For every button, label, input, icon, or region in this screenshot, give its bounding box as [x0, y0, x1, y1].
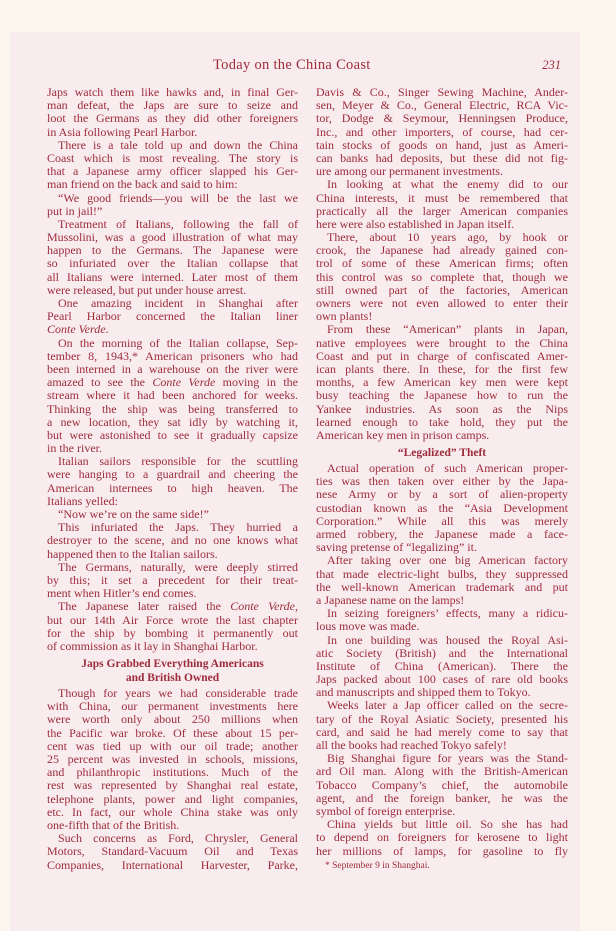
footnote: * September 9 in Shanghai.	[325, 861, 430, 871]
text-line: “We good friends—you will be the last we	[58, 190, 298, 205]
text-line: Coast and put in charge of confiscated Amer-	[316, 348, 568, 363]
text-segment: amazed to see the	[47, 375, 153, 390]
paragraph	[316, 178, 568, 231]
text-line: 25 percent was invested in schools, missions,	[47, 752, 298, 766]
paragraph	[47, 86, 298, 139]
text-line: On the morning of the Italian collapse, Sep-	[58, 335, 298, 350]
text-line: put in jail!”	[47, 203, 103, 218]
paragraph	[47, 832, 298, 872]
text-line: Japs packed about 100 cases of rare old books	[316, 672, 568, 687]
text-line: tain stocks of goods on hand, just as Ameri-	[316, 137, 568, 152]
text-line: and manuscripts and shipped them to Tokyo.	[316, 685, 531, 700]
paragraph	[47, 600, 298, 653]
text-line: ican plants there. In these, for the first few	[316, 361, 568, 376]
text-line: crook, the Japanese had already gained con-	[316, 243, 568, 258]
text-line: card, and said he had merely come to say that	[316, 724, 568, 739]
paragraph	[316, 699, 568, 752]
text-line: stream where it had been anchored for weeks.	[47, 388, 298, 403]
text-line: symbol of foreign enterprise.	[316, 803, 456, 818]
paragraph	[316, 554, 568, 607]
text-line: One amazing incident in Shanghai after	[58, 296, 298, 310]
text-line: to depend on foreigners for kerosene to light	[316, 830, 568, 845]
text-line: in Asia following Pearl Harbor.	[47, 124, 198, 139]
text-line: Big Shanghai figure for years was the Stand-	[327, 751, 568, 766]
text-line: In one building was housed the Royal Asi-	[327, 632, 568, 647]
text-line: the well-known American trademark and put	[316, 579, 568, 594]
paragraph	[316, 607, 568, 633]
text-line: Though for years we had considerable trade	[58, 686, 298, 701]
text-line: were hanging to a guardrail and cheering the	[47, 467, 298, 482]
text-line: destroyer to the scene, and no one knows what	[47, 533, 298, 548]
text-line: but were astonished to see it gradually capsize	[47, 427, 298, 442]
text-line: a new location, they sat idly by watching it,	[47, 414, 298, 429]
text-line: happened then to the Italian sailors.	[47, 546, 218, 561]
text-line: that a Japanese army officer slapped his Ger-	[47, 164, 298, 179]
text-line: rest was represented by Shanghai real estate,	[47, 778, 298, 793]
text-line	[47, 600, 298, 613]
text-line: happen to the Germans. The Japanese were	[47, 243, 298, 258]
text-line: for the ship by bombing it permanently out	[47, 625, 298, 640]
text-line: in the river.	[47, 441, 102, 456]
text-line: Italian sailors responsible for the scuttling	[58, 454, 298, 469]
text-line: saving pretense of “legalizing” it.	[316, 540, 477, 555]
heading-line: and British Owned	[125, 672, 220, 685]
text-line: Tobacco Company’s chief, the automobile	[316, 777, 568, 792]
paragraph	[47, 561, 298, 601]
text-line: atic Society (British) and the International	[316, 645, 568, 660]
text-line: busy teaching the Japanese how to run the	[316, 388, 568, 403]
paragraph	[316, 323, 568, 442]
text-line: Weeks later a Jap officer called on the secre-	[327, 698, 568, 713]
text-line: tary of the Royal Asiatic Society, presented his	[316, 711, 568, 726]
text-line: Corporation.” While all this was merely	[316, 513, 568, 528]
text-line: all Italians were interned. Later most of them	[47, 269, 298, 284]
text-line: agent, and the foreign banker, he was the	[316, 790, 568, 805]
text-line: man defeat, the Japs are sure to seize and	[47, 98, 298, 113]
text-line: with China, our permanent investments here	[47, 699, 298, 714]
text-line: China yields but little oil. So she has had	[327, 817, 568, 832]
paragraph	[47, 139, 298, 192]
text-line: all the books had reached Tokyo safely!	[316, 738, 507, 752]
text-line: ties was then taken over either by the Japa-	[316, 474, 568, 489]
text-line: Treatment of Italians, following the fall of	[58, 216, 298, 231]
text-line: can banks had deposits, but these did not fig-	[316, 150, 568, 165]
text-line: owners were not even allowed to enter their	[316, 296, 568, 310]
text-line: In seizing foreigners’ effects, many a ridicu-	[327, 606, 568, 621]
text-line: ment when Hitler’s end comes.	[47, 586, 197, 601]
text-line: Pearl Harbor concerned the Italian liner	[47, 309, 298, 324]
text-segment: moving in the	[215, 375, 298, 390]
heading-line: “Legalized” Theft	[397, 447, 487, 460]
text-line: Italians yelled:	[47, 493, 118, 508]
text-line: In looking at what the enemy did to our	[327, 177, 568, 192]
text-line: “Now we’re on the same side!”	[58, 507, 209, 521]
text-line: a Japanese name on the lamps!	[316, 592, 465, 607]
text-line: own plants!	[316, 309, 373, 324]
paragraph	[47, 192, 298, 218]
text-line: months, a few American key men were kept	[316, 375, 568, 390]
text-line	[47, 323, 298, 336]
paragraph	[47, 297, 298, 337]
text-line: were released, but put under house arrest.	[47, 282, 247, 297]
text-line: telephone plants, power and light companies,	[47, 791, 298, 806]
text-line: tember 8, 1943,* American prisoners who had	[47, 348, 298, 363]
italic-title: Conte Verde	[47, 322, 106, 337]
text-line: her millions of lamps, for gasoline to fly	[316, 843, 568, 858]
paragraph	[316, 231, 568, 323]
text-line: one-fifth that of the British.	[47, 817, 180, 832]
text-line: learned enough to take hold, they put the	[316, 414, 568, 429]
paragraph	[316, 462, 568, 554]
page-number: 231	[542, 58, 561, 72]
text-line: There is a tale told up and down the China	[58, 137, 298, 152]
paragraph	[47, 218, 298, 297]
text-line: nese Army or by a sort of alien-property	[316, 487, 568, 502]
text-line: ure among our permanent investments.	[316, 164, 503, 179]
text-line: by this; it set a precedent for their treat-	[47, 572, 298, 587]
text-segment: .	[105, 322, 109, 337]
paragraph	[316, 86, 568, 178]
text-line: that made electric-light bulbs, they suppressed	[316, 566, 568, 581]
text-line: Institute of China (American). There the	[316, 658, 568, 673]
right-column	[316, 86, 568, 858]
text-line: etc. In fact, our whole China stake was only	[47, 804, 298, 819]
text-line: China interests, it must be remembered that	[316, 190, 568, 205]
text-line: Japs watch them like hawks and, in final Ger-	[47, 85, 298, 99]
section-heading	[47, 657, 298, 685]
text-line: so infuriated over the Italian collapse that	[47, 256, 298, 271]
text-line: This infuriated the Japs. They hurried a	[58, 520, 298, 535]
text-line: Actual operation of such American proper-	[327, 461, 568, 476]
text-line: this control was so complete that, though we	[316, 269, 568, 284]
paragraph	[47, 455, 298, 508]
text-line: ard Oil man. Along with the British-American	[316, 764, 568, 779]
running-head-title: Today on the China Coast	[213, 57, 371, 73]
text-line: Thinking the ship was being transferred to	[47, 401, 298, 416]
paragraph	[47, 687, 298, 832]
section-heading	[316, 446, 568, 460]
text-line: Davis & Co., Singer Sewing Machine, Ander-	[316, 85, 568, 99]
text-line: The Germans, naturally, were deeply stirred	[58, 559, 298, 574]
text-line: still owned part of the factories, American	[316, 282, 568, 297]
paragraph	[47, 521, 298, 561]
text-line: here were also established in Japan itself.	[316, 216, 515, 231]
text-line: were worth only about 250 millions when	[47, 712, 298, 727]
text-line: native employees were brought to the China	[316, 335, 568, 350]
text-line: armed robbery, the Japanese made a face-	[316, 527, 568, 541]
text-line: Mussolini, was a good illustration of what may	[47, 230, 298, 245]
text-line: but our 14th Air Force wrote the last chapter	[47, 612, 298, 627]
text-line: American key men in prison camps.	[316, 427, 490, 442]
text-line: cent was tied up with our oil trade; another	[47, 738, 298, 753]
text-segment: ,	[295, 599, 298, 614]
paragraph	[47, 337, 298, 456]
text-line: of commission as it lay in Shanghai Harbor.	[47, 638, 258, 653]
text-line: Companies, International Harvester, Parke,	[47, 857, 298, 872]
text-line: After taking over one big American factory	[327, 553, 568, 568]
text-line: American internees to high heaven. The	[47, 480, 298, 495]
text-line: lous move was made.	[316, 619, 420, 634]
italic-title: Conte Verde	[152, 375, 216, 390]
text-line: and philanthropic institutions. Much of the	[47, 765, 298, 780]
text-line: Motors, Standard-Vacuum Oil and Texas	[47, 844, 298, 859]
italic-title: Conte Verde	[230, 599, 295, 614]
text-line: Such concerns as Ford, Chrysler, General	[58, 831, 298, 846]
text-line: the Pacific war broke. Of these about 15 per-	[47, 725, 298, 740]
text-line: custodian known as the “Asia Development	[316, 500, 568, 515]
text-line: been interned in a warehouse on the river were	[47, 361, 298, 376]
left-column	[47, 86, 298, 872]
text-line: Yankee industries. As soon as the Nips	[316, 401, 568, 416]
paragraph	[316, 634, 568, 700]
text-line: loot the Germans as they did other foreigners	[47, 111, 298, 126]
text-line: From these “American” plants in Japan,	[327, 322, 568, 337]
heading-line: Japs Grabbed Everything Americans	[81, 658, 264, 671]
text-segment: The Japanese later raised the	[58, 599, 231, 614]
text-line: Coast which is most revealing. The story is	[47, 150, 298, 165]
text-line: There, about 10 years ago, by hook or	[327, 230, 568, 245]
text-line: sen, Meyer & Co., General Electric, RCA Vic-	[316, 98, 568, 113]
paragraph	[316, 752, 568, 818]
text-line: practically all the larger American companies	[316, 203, 568, 218]
running-head	[0, 57, 616, 73]
text-line: Inc., and other importers, of course, had cer-	[316, 124, 568, 139]
text-line: tor, Dodge & Seymour, Henningsen Produce,	[316, 111, 568, 126]
text-line: trol of some of these American firms; often	[316, 256, 568, 271]
paragraph	[316, 818, 568, 858]
text-line: man friend on the back and said to him:	[47, 177, 238, 192]
